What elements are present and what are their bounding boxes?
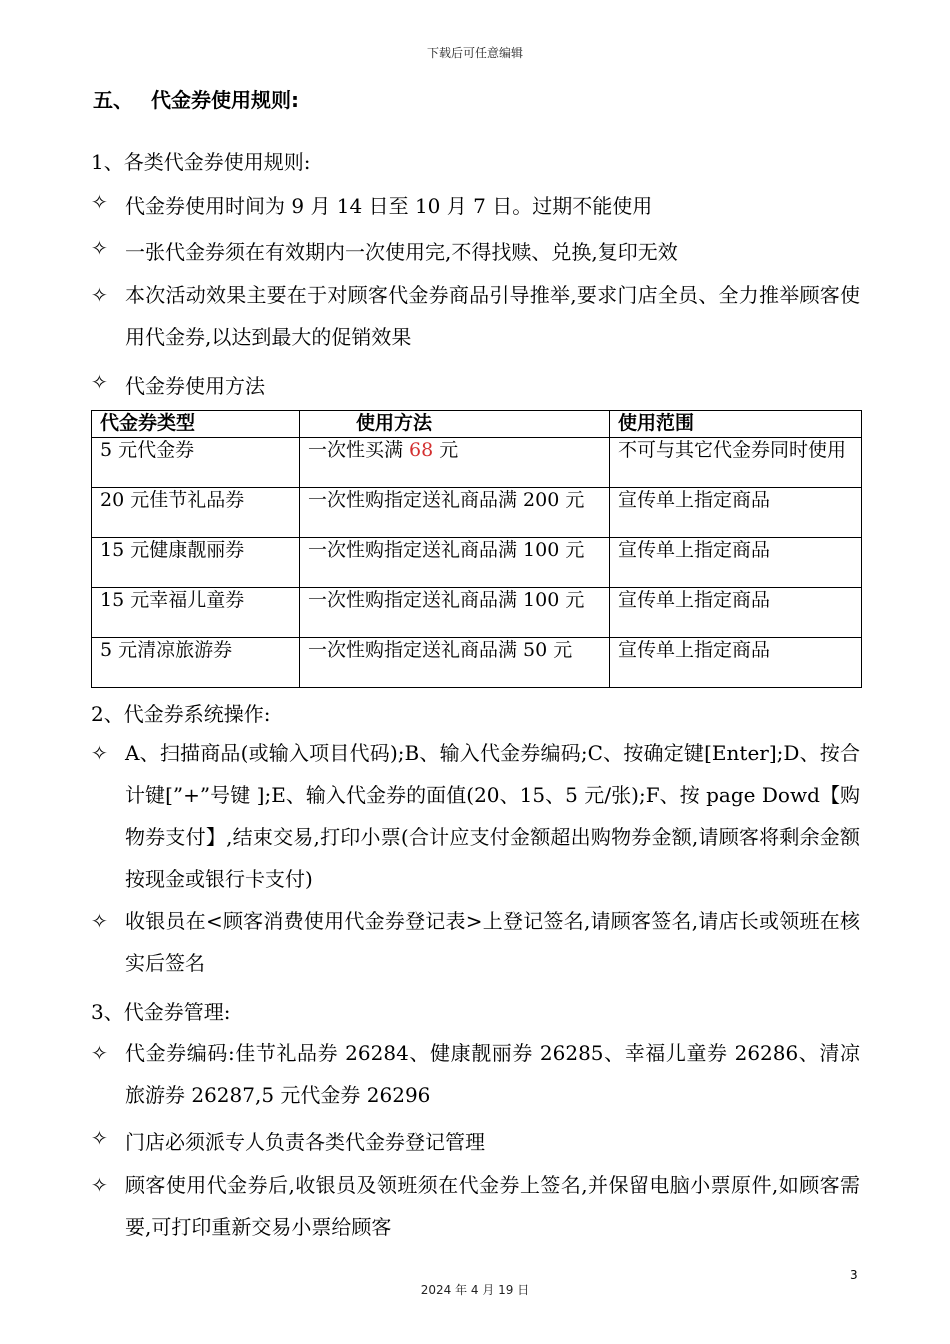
column-header: 代金券类型: [92, 411, 300, 438]
bullet-item: [91, 900, 860, 984]
bullet-mark: ✧: [91, 1126, 108, 1150]
column-header: 使用范围: [610, 411, 862, 438]
method-text: 元: [433, 439, 459, 461]
bullet-mark: ✧: [91, 283, 108, 307]
table-row: [92, 438, 862, 488]
voucher-method-cell: 一次性购指定送礼商品满 100 元: [300, 538, 610, 588]
bullet-mark: ✧: [91, 1041, 108, 1065]
section-heading: [93, 84, 299, 113]
bullet-text: 收银员在<顾客消费使用代金券登记表>上登记签名,请顾客签名,请店长或领班在核实后签名: [125, 909, 860, 975]
page-footer-date: 2024 年 4 月 19 日: [420, 1283, 530, 1297]
section-title: 代金券使用规则:: [151, 88, 299, 112]
voucher-table: [91, 410, 862, 688]
subsection-3-title: 3、代金券管理:: [91, 1000, 231, 1024]
bullet-mark: ✧: [91, 190, 108, 214]
voucher-type-cell: 20 元佳节礼品券: [92, 488, 300, 538]
voucher-type-cell: 5 元代金券: [92, 438, 300, 488]
table-row: [92, 538, 862, 588]
voucher-method-cell: 一次性购指定送礼商品满 200 元: [300, 488, 610, 538]
bullet-item: [91, 1032, 860, 1116]
bullet-text: A、扫描商品(或输入项目代码);B、输入代金券编码;C、按确定键[Enter];D、按合计键[”+”号键 ];E、输入代金券的面值(20、15、5 元/张);F、按 page Dowd【购物券支付】,结束交易,打印小票(合计应支付金额超出购物券金额,请顾客将剩余金额按现金或银行卡支付): [125, 741, 860, 891]
bullet-item: [91, 732, 860, 900]
voucher-scope-cell: 宣传单上指定商品: [610, 488, 862, 538]
bullet-mark: ✧: [91, 370, 108, 394]
table-row: [92, 588, 862, 638]
subsection-2-title: 2、代金券系统操作:: [91, 702, 271, 726]
bullet-text: 代金券使用时间为 9 月 14 日至 10 月 7 日。过期不能使用: [125, 194, 653, 218]
table-row: [92, 488, 862, 538]
subsection-1-title: 1、各类代金券使用规则:: [91, 150, 311, 174]
bullet-text: 本次活动效果主要在于对顾客代金券商品引导推举,要求门店全员、全力推举顾客使用代金券,以达到最大的促销效果: [125, 283, 860, 349]
bullet-mark: ✧: [91, 741, 108, 765]
bullet-mark: ✧: [91, 1173, 108, 1197]
bullet-item: [91, 1164, 860, 1248]
bullet-text: 代金券使用方法: [125, 374, 265, 398]
voucher-type-cell: 15 元健康靓丽券: [92, 538, 300, 588]
voucher-type-cell: 5 元清凉旅游券: [92, 638, 300, 688]
voucher-scope-cell: 不可与其它代金券同时使用: [610, 438, 862, 488]
table-header-row: [92, 411, 862, 438]
method-amount: 68: [409, 439, 434, 461]
table-row: [92, 638, 862, 688]
bullet-item: [91, 274, 860, 358]
voucher-scope-cell: 宣传单上指定商品: [610, 588, 862, 638]
voucher-scope-cell: 宣传单上指定商品: [610, 638, 862, 688]
voucher-scope-cell: 宣传单上指定商品: [610, 538, 862, 588]
voucher-method-cell: [300, 438, 610, 488]
voucher-type-cell: 15 元幸福儿童券: [92, 588, 300, 638]
bullet-text: 顾客使用代金券后,收银员及领班须在代金券上签名,并保留电脑小票原件,如顾客需要,可打印重新交易小票给顾客: [125, 1173, 860, 1239]
voucher-method-cell: 一次性购指定送礼商品满 50 元: [300, 638, 610, 688]
page-header: 下载后可任意编辑: [426, 46, 523, 60]
bullet-mark: ✧: [91, 909, 108, 933]
bullet-text: 门店必须派专人负责各类代金券登记管理: [125, 1130, 485, 1154]
voucher-method-cell: 一次性购指定送礼商品满 100 元: [300, 588, 610, 638]
bullet-text: 一张代金券须在有效期内一次使用完,不得找赎、兑换,复印无效: [125, 240, 678, 264]
page-number: 3: [850, 1268, 858, 1282]
column-header: 使用方法: [300, 411, 610, 438]
bullet-text: 代金券编码:佳节礼品券 26284、健康靓丽券 26285、幸福儿童券 26286、清凉旅游券 26287,5 元代金券 26296: [125, 1041, 860, 1107]
bullet-mark: ✧: [91, 236, 108, 260]
section-number: 五、: [93, 88, 133, 112]
method-text: 一次性买满: [308, 439, 410, 461]
